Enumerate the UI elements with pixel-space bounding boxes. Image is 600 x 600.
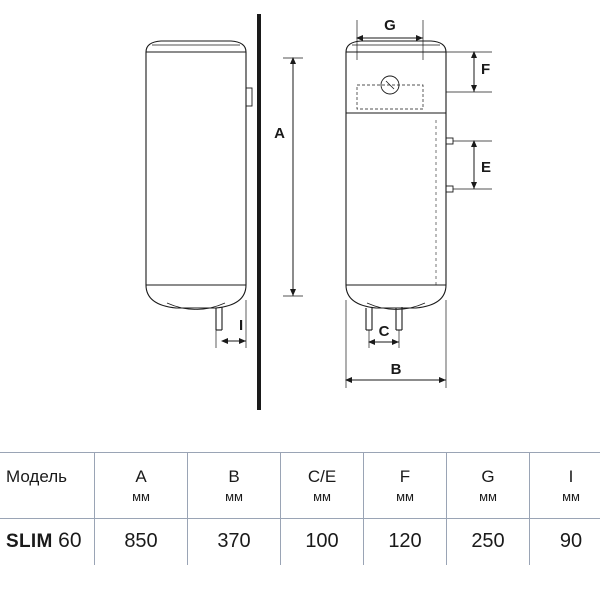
dimension-label-g: G bbox=[384, 17, 396, 34]
front-view-group bbox=[346, 41, 453, 330]
cell-a: 850 bbox=[95, 519, 188, 565]
model-capacity: 60 bbox=[58, 529, 82, 552]
dimension-f bbox=[446, 52, 492, 92]
dimension-label-f: F bbox=[481, 61, 491, 78]
table-header-row-units bbox=[0, 489, 600, 518]
cell-i: 90 bbox=[530, 519, 600, 565]
dimension-label-c: C bbox=[378, 323, 390, 340]
header-f-unit: мм bbox=[364, 489, 447, 518]
dimension-label-a: A bbox=[274, 125, 285, 142]
cell-b: 370 bbox=[188, 519, 281, 565]
header-model: Модель bbox=[0, 453, 95, 489]
cell-f: 120 bbox=[364, 519, 447, 565]
header-ce: C/E bbox=[281, 453, 364, 489]
header-a-unit: мм bbox=[95, 489, 188, 518]
table-header-row-labels bbox=[0, 453, 600, 489]
dimension-label-e: E bbox=[481, 159, 492, 176]
model-name: SLIM bbox=[6, 531, 53, 552]
header-g: G bbox=[447, 453, 530, 489]
header-ce-unit: мм bbox=[281, 489, 364, 518]
header-a: A bbox=[95, 453, 188, 489]
specifications-table bbox=[0, 453, 600, 518]
side-view-group bbox=[146, 41, 252, 330]
specifications-table-area bbox=[0, 452, 600, 600]
header-b-unit: мм bbox=[188, 489, 281, 518]
cell-model bbox=[0, 519, 95, 565]
dimension-label-i: I bbox=[239, 317, 244, 334]
cell-ce: 100 bbox=[281, 519, 364, 565]
header-i: I bbox=[530, 453, 600, 489]
header-f: F bbox=[364, 453, 447, 489]
dimension-a bbox=[274, 58, 303, 296]
dimension-g bbox=[357, 17, 423, 60]
dimension-c bbox=[369, 323, 399, 348]
header-g-unit: мм bbox=[447, 489, 530, 518]
dimension-label-b: B bbox=[390, 361, 402, 378]
header-i-unit: мм bbox=[530, 489, 600, 518]
table-row bbox=[0, 519, 600, 565]
cell-g: 250 bbox=[447, 519, 530, 565]
dimension-e bbox=[453, 141, 492, 189]
header-b: B bbox=[188, 453, 281, 489]
specifications-table-body bbox=[0, 519, 600, 565]
header-model-unit bbox=[0, 489, 95, 518]
